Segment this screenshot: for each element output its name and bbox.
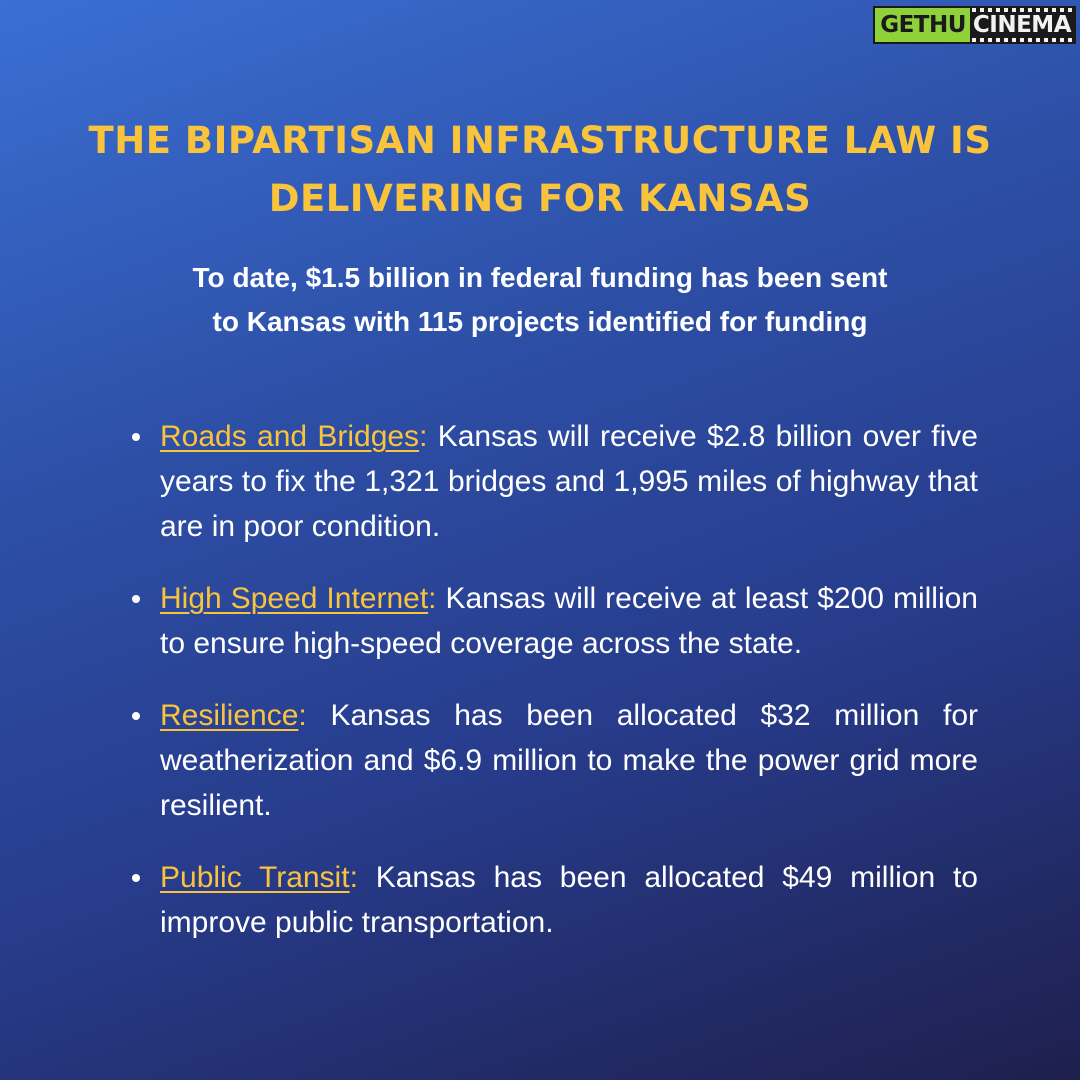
- high-speed-internet-link[interactable]: High Speed Internet: [160, 582, 429, 615]
- resilience-text: Kansas has been allocated $32 million for weatherization and $6.9 million to make the power grid more resilient.: [160, 699, 978, 822]
- headline-line-1: THE BIPARTISAN INFRASTRUCTURE LAW IS: [88, 119, 992, 162]
- label-colon: :: [298, 699, 307, 732]
- bullet-dot-icon: [132, 433, 140, 441]
- bullet-dot-icon: [132, 874, 140, 882]
- headline: [60, 112, 1020, 228]
- gethucinema-logo: [873, 6, 1076, 44]
- public-transit-link[interactable]: Public Transit: [160, 861, 350, 894]
- public-transit-text: Kansas has been allocated $49 million to improve public transportation.: [160, 861, 978, 939]
- list-item-resilience: [130, 693, 978, 828]
- label-colon: :: [419, 420, 428, 453]
- logo-text-cinema: CINEMA: [970, 6, 1076, 44]
- roads-bridges-link[interactable]: Roads and Bridges: [160, 420, 420, 453]
- label-colon: :: [349, 861, 358, 894]
- list-item-public-transit: [130, 855, 978, 945]
- label-colon: :: [428, 582, 437, 615]
- funding-list: [130, 414, 978, 972]
- list-item-high-speed-internet: [130, 576, 978, 666]
- logo-text-gethu: GETHU: [873, 6, 970, 44]
- bullet-dot-icon: [132, 712, 140, 720]
- list-item-roads-bridges: [130, 414, 978, 549]
- subheadline: [140, 256, 940, 344]
- resilience-link[interactable]: Resilience: [160, 699, 299, 732]
- subheadline-line-2: to Kansas with 115 projects identified for funding: [212, 306, 868, 337]
- subheadline-line-1: To date, $1.5 billion in federal funding has been sent: [192, 262, 888, 293]
- roads-bridges-text: Kansas will receive $2.8 billion over five years to fix the 1,321 bridges and 1,995 miles of highway that are in poor condition.: [160, 420, 978, 543]
- high-speed-internet-text: Kansas will receive at least $200 million to ensure high-speed coverage across the state.: [160, 582, 978, 660]
- headline-line-2: DELIVERING FOR KANSAS: [268, 177, 812, 220]
- bullet-dot-icon: [132, 595, 140, 603]
